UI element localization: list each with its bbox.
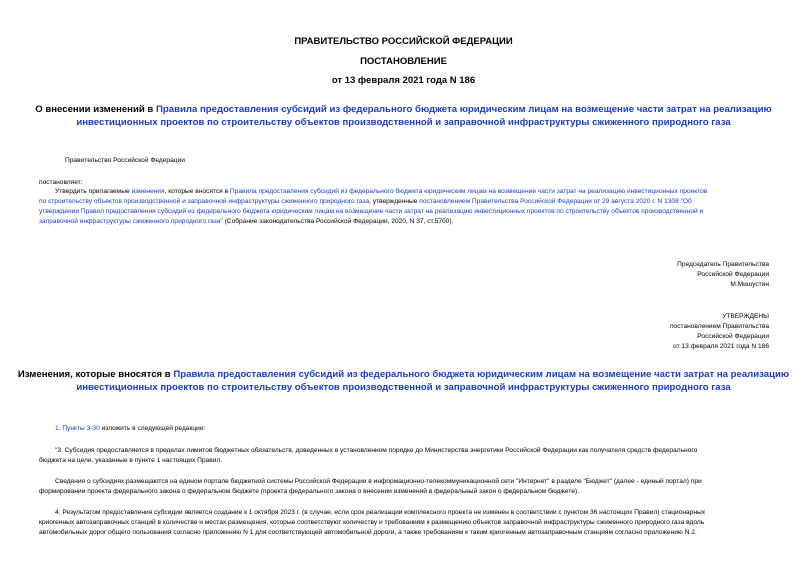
paragraph-1-line1 [55, 187, 775, 197]
changes-title-line2 [0, 382, 807, 395]
text-segment: Утвердить прилагаемые [55, 188, 132, 195]
points-3-30-link[interactable]: Пункты 3-30 [62, 425, 100, 432]
signature-org: Российской Федерации [697, 271, 769, 278]
changes-title-prefix: Изменения, которые вносятся в [17, 369, 174, 380]
approved-line3: Российской Федерации [697, 333, 769, 340]
rules-link-title-line2[interactable]: инвестиционных проектов по строительству объектов производственной и заправочной инфраструктуры сжиженного природного газа [76, 117, 731, 128]
text-segment: изложить в следующей редакции: [99, 425, 206, 432]
text-segment: , утвержденные [369, 198, 420, 205]
item-number: 1. [55, 425, 63, 432]
doc-type-heading: ПОСТАНОВЛЕНИЕ [360, 56, 447, 67]
resolution-title [0, 104, 807, 117]
changes-title [0, 369, 807, 382]
signature-name: М.Мишустин [730, 281, 769, 288]
decree-1308-link-end[interactable]: заправочной инфраструктуры сжиженного природного газа" [39, 218, 223, 225]
point-4-line3: автомобильных дорог общего пользования согласно приложению N 1 для соответствующей автомобильной дороги, а также требованиям к таким криогенным автозаправочным станциям согласно приложению N 2. [39, 529, 697, 536]
info-paragraph-line2: формировании проекта федерального закона о федеральном бюджете (проекта федерального закона о внесении изменений в федеральный закон о федеральном бюджете). [39, 488, 580, 495]
resolves-text: постановляет: [39, 179, 83, 186]
info-paragraph-line1: Сведения о субсидиях размещаются на едином портале бюджетной системы Российской Федерации в информационно-телекоммуникационной сети "Интернет" в разделе "Бюджет" (далее - единый портал) при [55, 478, 702, 485]
rules-link-changes-line2[interactable]: инвестиционных проектов по строительству объектов производственной и заправочной инфраструктуры сжиженного природного газа [76, 382, 731, 393]
item-1 [55, 424, 205, 434]
point-3-line1: "3. Субсидия предоставляется в пределах лимитов бюджетных обязательств, доведенных в установленном порядке до Министерства энергетики Российской Федерации как получателя средств федерального [55, 447, 698, 454]
point-4-line1: 4. Результатом предоставления субсидии является создание к 1 октября 2023 г. (в случае, если срок реализации комплексного проекта не изменен в соответствии с пунктом 36 настоящих Правил) стационарных [55, 509, 706, 516]
paragraph-1-line4 [39, 217, 453, 227]
paragraph-1-line2 [39, 197, 692, 207]
approved-heading: УТВЕРЖДЕНЫ [722, 313, 769, 320]
rules-link-changes[interactable]: Правила предоставления субсидий из федерального бюджета юридическим лицам на возмещение части затрат на реализацию [173, 369, 790, 380]
text-segment: (Собрание законодательства Российской Федерации, 2020, N 37, ст.5700). [222, 218, 454, 225]
government-heading: ПРАВИТЕЛЬСТВО РОССИЙСКОЙ ФЕДЕРАЦИИ [294, 36, 513, 47]
rules-link-cont[interactable]: по строительству объектов производственной и заправочной инфраструктуры сжиженного природного газа [39, 198, 370, 205]
point-4-line2: криогенных автозаправочных станций в количестве и местах размещения, которые соответствуют количеству и требованиям к размещению объектов заправочной инфраструктуры сжиженного природного газа вдоль [39, 519, 705, 526]
approved-line4: от 13 февраля 2021 года N 186 [673, 343, 769, 350]
rules-link-title[interactable]: Правила предоставления субсидий из федерального бюджета юридическим лицам на возмещение части затрат на реализацию [156, 104, 772, 115]
decree-1308-link-cont[interactable]: утверждении Правил предоставления субсидий из федерального бюджета юридическим лицам на возмещение части затрат на реализацию инвестиционных проектов по строительству объектов производственной и [39, 208, 704, 215]
approved-line2: постановлением Правительства [669, 323, 769, 330]
resolution-title-line2 [0, 117, 807, 130]
signature-title: Председатель Правительства [677, 261, 769, 268]
title-prefix: О внесении изменений в [35, 104, 156, 115]
date-number: от 13 февраля 2021 года N 186 [331, 75, 476, 86]
government-name: Правительство Российской Федерации [65, 157, 185, 164]
changes-link[interactable]: изменения [131, 188, 165, 195]
paragraph-1-line3 [39, 207, 703, 217]
point-3-line2: бюджета на цели, указанные в пункте 1 настоящих Правил. [39, 457, 223, 464]
rules-link[interactable]: Правила предоставления субсидий из федерального бюджета юридическим лицам на возмещение части затрат на реализацию инвестиционных проектов [229, 188, 708, 195]
text-segment: , которые вносятся в [164, 188, 230, 195]
decree-1308-link[interactable]: постановлением Правительства Российской Федерации от 29 августа 2020 г. N 1308 "Об [419, 198, 692, 205]
